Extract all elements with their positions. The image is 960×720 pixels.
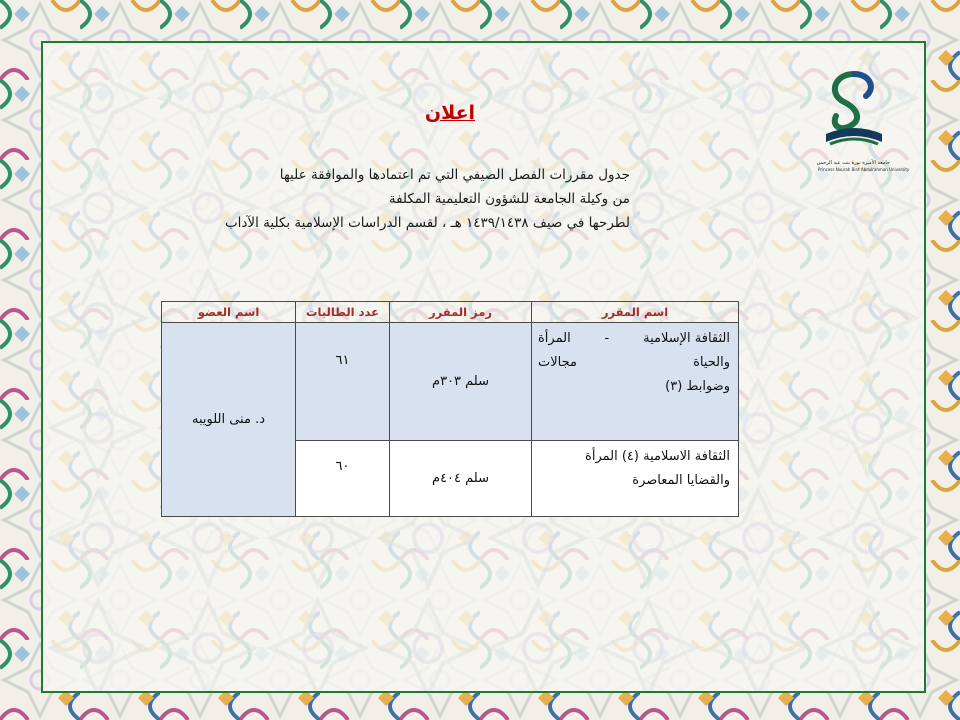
header-course-name: اسم المقرر (532, 302, 739, 323)
course-name-fragment: مجالات (538, 355, 577, 370)
courses-table-wrapper (161, 301, 739, 517)
page-title: اعلان (424, 102, 476, 124)
course-name-fragment: - (604, 331, 610, 346)
logo-emblem-icon (818, 68, 890, 158)
course-name-line (538, 375, 730, 399)
university-logo (816, 68, 910, 180)
logo-name-english: Princess Nourah Bint Abdulrahman University (818, 167, 910, 172)
logo-name-arabic: جامعة الأميرة نورة بنت عبد الرحمن (816, 160, 890, 166)
course-name-fragment: الثقافة الاسلامية (٤) المرأة (585, 449, 730, 464)
course-name-line (538, 351, 730, 375)
student-count-cell: ٦١ (296, 323, 390, 441)
course-name-cell (532, 441, 739, 517)
course-code-cell: سلم ٤٠٤م (390, 441, 532, 517)
member-name-cell: د. منى اللويبه (162, 323, 296, 517)
table-header-row (162, 302, 739, 323)
intro-line: من وكيلة الجامعة للشؤون التعليمية المكلفة (388, 191, 630, 207)
intro-line: لطرحها في صيف ١٤٣٩/١٤٣٨ هـ ، لقسم الدراسات الإسلامية بكلية الآداب (224, 215, 630, 231)
announcement-intro (150, 163, 630, 235)
header-member-name: اسم العضو (162, 302, 296, 323)
course-name-line (538, 327, 730, 351)
course-name-fragment: الثقافة الإسلامية (643, 331, 730, 346)
courses-table (161, 301, 739, 517)
header-student-count: عدد الطالبات (296, 302, 390, 323)
course-name-cell (532, 323, 739, 441)
intro-line: جدول مقررات الفصل الصيفي التي تم اعتمادها والموافقة عليها (279, 167, 630, 183)
course-code-cell: سلم ٣٠٣م (390, 323, 532, 441)
course-name-fragment: والقضايا المعاصرة (632, 473, 730, 488)
course-name-fragment: والحياة (693, 355, 730, 370)
course-name-fragment: المرأة (538, 331, 571, 346)
course-name-line (538, 445, 730, 469)
header-course-code: رمز المقرر (390, 302, 532, 323)
course-name-line (538, 469, 730, 493)
student-count-cell: ٦٠ (296, 441, 390, 517)
course-name-fragment: وضوابط (٣) (665, 379, 730, 394)
table-row (162, 323, 739, 441)
